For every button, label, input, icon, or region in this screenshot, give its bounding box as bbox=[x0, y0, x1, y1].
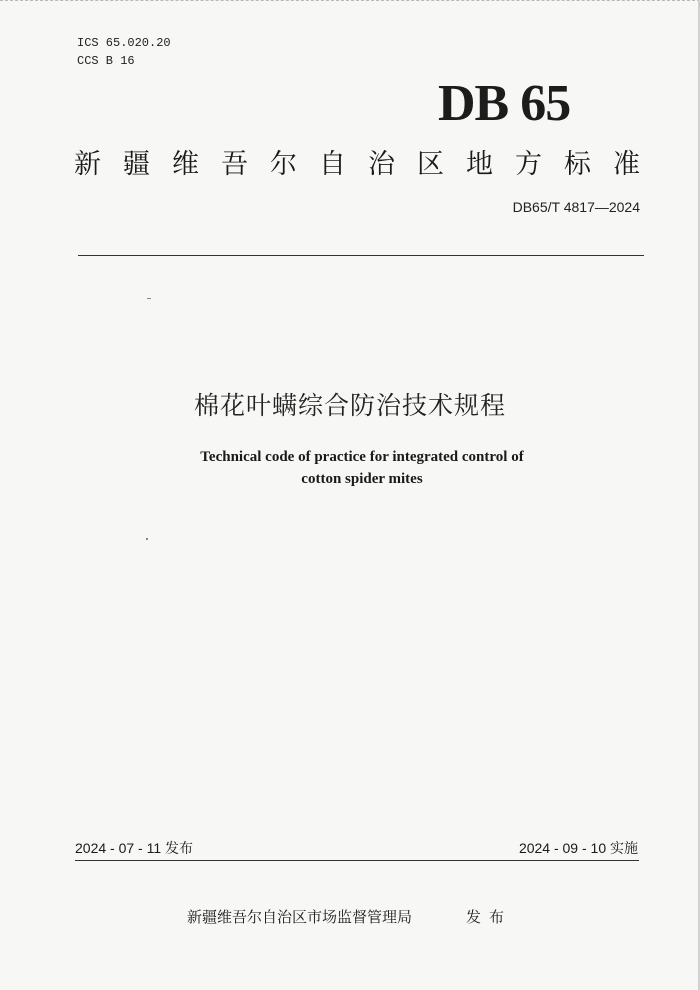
header-divider bbox=[78, 255, 644, 256]
standard-type-char: 吾 bbox=[221, 149, 248, 180]
standard-type-char: 维 bbox=[172, 149, 199, 180]
db65-logo: DB 65 bbox=[438, 75, 571, 132]
standard-type-char: 疆 bbox=[123, 149, 150, 180]
standard-type-char: 准 bbox=[613, 149, 640, 180]
standard-type-char: 区 bbox=[417, 149, 444, 180]
ics-code: ICS 65.020.20 bbox=[77, 36, 171, 50]
standard-type-char: 方 bbox=[515, 149, 542, 180]
footer-divider bbox=[75, 860, 639, 861]
standard-type-char: 新 bbox=[74, 149, 101, 180]
scan-speck bbox=[147, 298, 151, 299]
standard-type-char: 地 bbox=[466, 149, 493, 180]
issuing-authority: 新疆维吾尔自治区市场监督管理局 bbox=[187, 908, 413, 926]
standard-type-heading bbox=[74, 148, 640, 182]
ccs-code: CCS B 16 bbox=[77, 54, 135, 68]
standard-type-char: 自 bbox=[319, 149, 346, 180]
implementation-date: 2024 - 09 - 10 实施 bbox=[518, 840, 638, 856]
standard-type-char: 治 bbox=[368, 149, 395, 180]
classification-codes bbox=[77, 34, 171, 70]
standard-type-char: 尔 bbox=[270, 149, 297, 180]
document-title-en bbox=[0, 446, 700, 490]
document-title-zh: 棉花叶螨综合防治技术规程 bbox=[193, 391, 506, 420]
issue-label: 发布 bbox=[466, 908, 513, 926]
scan-top-edge bbox=[0, 0, 700, 4]
scan-speck bbox=[146, 538, 148, 540]
standard-number: DB65/T 4817—2024 bbox=[512, 199, 640, 215]
title-en-line-2: cotton spider mites bbox=[301, 471, 423, 487]
standard-type-char: 标 bbox=[564, 149, 591, 180]
issue-date: 2024 - 07 - 11 发布 bbox=[75, 840, 194, 856]
title-en-line-1: Technical code of practice for integrated control of bbox=[200, 449, 524, 465]
